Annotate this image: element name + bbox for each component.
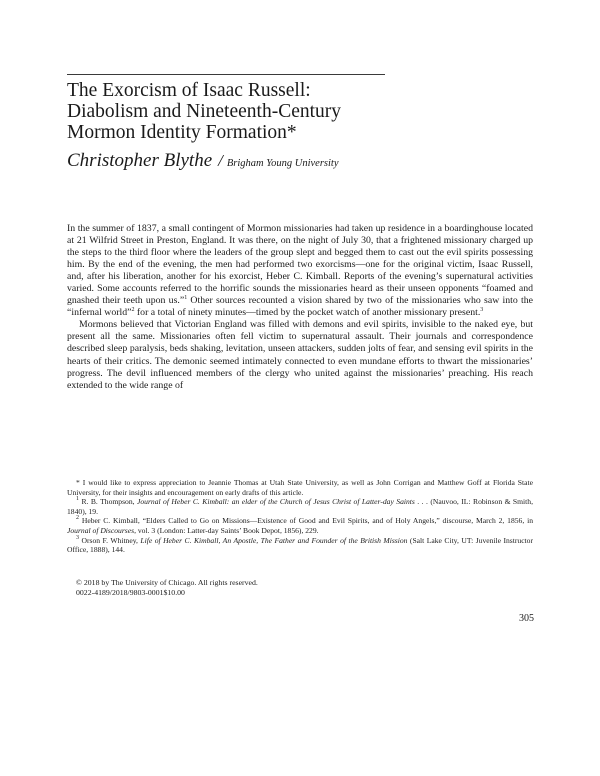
footnote-2-text-b: , vol. 3 (London: Latter-day Saints’ Book Depot, 1856), 229. xyxy=(134,525,319,535)
footnote-star-text: I would like to express appreciation to Jeannie Thomas at Utah State University, as well as John Corrigan and Matthew Goff at Florida State University, for their insights and encouragement on early drafts of this article. xyxy=(67,478,533,497)
footnote-1-mark: 1 xyxy=(76,496,79,503)
title-line-3: Mormon Identity Formation* xyxy=(67,122,297,143)
footnote-3 xyxy=(67,536,533,555)
footnote-1-italic: Journal of Heber C. Kimball: an elder of the Church of Jesus Christ of Latter-day Saints xyxy=(136,497,415,507)
copyright-block xyxy=(76,578,258,598)
page-number: 305 xyxy=(519,613,534,624)
footnote-3-italic: Life of Heber C. Kimball, An Apostle, The Father and Founder of the British Mission xyxy=(140,535,408,545)
author-affiliation: Brigham Young University xyxy=(226,158,339,169)
footnote-3-mark: 3 xyxy=(76,534,79,541)
footnote-3-text-a: Orson F. Whitney, xyxy=(79,535,141,545)
footnote-star-mark: * xyxy=(76,478,80,487)
body-text xyxy=(67,223,533,392)
footnote-ref-3[interactable]: 3 xyxy=(480,307,484,314)
title-rule xyxy=(67,74,385,75)
footnote-2-text-a: Heber C. Kimball, “Elders Called to Go on Missions—Existence of Good and Evil Spirits, and of Holy Angels,” discourse, March 2, 1856, in xyxy=(79,516,533,526)
paragraph-1-part-c: for a total of ninety minutes—timed by the pocket watch of another missionary present. xyxy=(134,307,481,319)
footnote-ref-2[interactable]: 2 xyxy=(131,307,135,314)
footnote-1-text-a: R. B. Thompson, xyxy=(79,497,137,507)
footnote-1 xyxy=(67,497,533,516)
byline xyxy=(67,150,339,172)
title-line-1: The Exorcism of Isaac Russell: xyxy=(67,80,311,101)
footnote-star xyxy=(67,478,533,497)
paragraph-1 xyxy=(67,223,533,319)
paragraph-1-part-b: Other sources recounted a vision shared by two of the missionaries who saw into the “infernal world” xyxy=(67,295,533,319)
footnote-2-italic: Journal of Discourses xyxy=(67,525,135,535)
footnote-2-mark: 2 xyxy=(76,515,79,522)
footnotes xyxy=(67,478,533,555)
paragraph-2: Mormons believed that Victorian England was filled with demons and evil spirits, invisible to the naked eye, but present all the same. Missionaries often fell victim to supernatural assault. Their journals and correspondence described sleep paralysis, beds shaking, levitation, unseen attackers, sudden jolts of fear, and sensing evil spirits in the hearts of their critics. The demonic seemed intimately connected to even mundane efforts to thwart the missionaries’ progress. The devil influenced members of the clergy who united against the missionaries’ preaching. His reach extended to the wide range of xyxy=(67,319,533,391)
copyright-line: © 2018 by The University of Chicago. All rights reserved. xyxy=(76,578,258,587)
paragraph-1-part-a: In the summer of 1837, a small contingent of Mormon missionaries had taken up residence in a boardinghouse located at 21 Wilfrid Street in Preston, England. It was there, on the night of July 30, that a frightened missionary charged up the steps to the third floor where the leaders of the group slept and begged them to cast out the evil spirits possessing him. By the end of the evening, the men had performed two exorcisms—one for the original victim, Isaac Russell, and, after his liberation, another for his exorcist, Heber C. Kimball. Reports of the evening’s supernatural activities varied. Some accounts referred to the horrific sounds the missionaries heard as their unseen opponents “foamed and gnashed their teeth upon us.” xyxy=(67,223,533,307)
article-title xyxy=(67,80,397,143)
author-name: Christopher Blythe xyxy=(67,150,213,171)
footnote-3-text-b: (Salt Lake City, UT: Juvenile Instructor Office, 1888), 144. xyxy=(67,535,533,555)
footnote-1-text-b: . . . (Nauvoo, IL: Robinson & Smith, 1840), 19. xyxy=(67,497,533,516)
issn-line: 0022-4189/2018/9803-0001$10.00 xyxy=(76,588,185,597)
byline-separator: / xyxy=(218,151,223,170)
footnote-2 xyxy=(67,516,533,535)
footnote-ref-1[interactable]: 1 xyxy=(184,295,188,302)
title-line-2: Diabolism and Nineteenth-Century xyxy=(67,101,342,122)
